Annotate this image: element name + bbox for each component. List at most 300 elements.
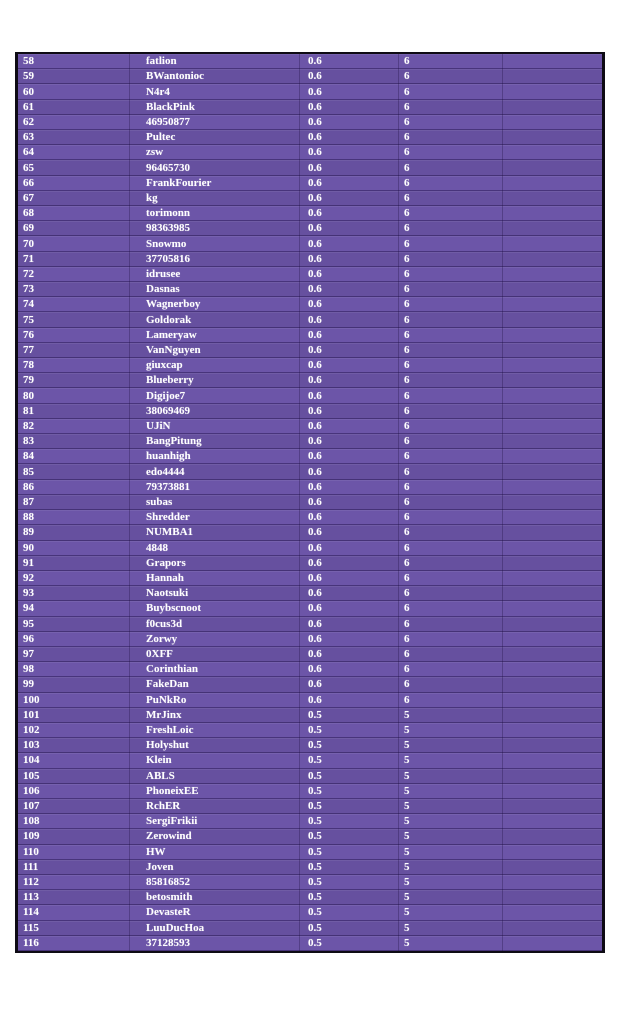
username-cell[interactable]: f0cus3d (130, 617, 300, 632)
empty-cell[interactable] (503, 176, 602, 191)
score-cell[interactable]: 0.6 (300, 571, 399, 586)
rank-cell[interactable]: 90 (18, 541, 130, 556)
score-cell[interactable]: 0.6 (300, 662, 399, 677)
empty-cell[interactable] (503, 267, 602, 282)
count-cell[interactable]: 5 (399, 784, 503, 799)
rank-cell[interactable]: 91 (18, 556, 130, 571)
rank-cell[interactable]: 78 (18, 358, 130, 373)
count-cell[interactable]: 6 (399, 206, 503, 221)
username-cell[interactable]: edo4444 (130, 464, 300, 479)
count-cell[interactable]: 6 (399, 419, 503, 434)
count-cell[interactable]: 6 (399, 267, 503, 282)
count-cell[interactable]: 6 (399, 495, 503, 510)
username-cell[interactable]: giuxcap (130, 358, 300, 373)
count-cell[interactable]: 6 (399, 464, 503, 479)
username-cell[interactable]: 96465730 (130, 160, 300, 175)
count-cell[interactable]: 5 (399, 769, 503, 784)
score-cell[interactable]: 0.6 (300, 601, 399, 616)
score-cell[interactable]: 0.6 (300, 617, 399, 632)
count-cell[interactable]: 6 (399, 677, 503, 692)
rank-cell[interactable]: 68 (18, 206, 130, 221)
rank-cell[interactable]: 81 (18, 404, 130, 419)
username-cell[interactable]: 37705816 (130, 252, 300, 267)
rank-cell[interactable]: 67 (18, 191, 130, 206)
username-cell[interactable]: MrJinx (130, 708, 300, 723)
rank-cell[interactable]: 74 (18, 297, 130, 312)
empty-cell[interactable] (503, 282, 602, 297)
count-cell[interactable]: 6 (399, 358, 503, 373)
empty-cell[interactable] (503, 905, 602, 920)
username-cell[interactable]: Joven (130, 860, 300, 875)
empty-cell[interactable] (503, 601, 602, 616)
score-cell[interactable]: 0.6 (300, 677, 399, 692)
rank-cell[interactable]: 59 (18, 69, 130, 84)
score-cell[interactable]: 0.6 (300, 282, 399, 297)
rank-cell[interactable]: 105 (18, 769, 130, 784)
count-cell[interactable]: 6 (399, 693, 503, 708)
empty-cell[interactable] (503, 221, 602, 236)
username-cell[interactable]: Shredder (130, 510, 300, 525)
username-cell[interactable]: Pultec (130, 130, 300, 145)
empty-cell[interactable] (503, 419, 602, 434)
count-cell[interactable]: 6 (399, 632, 503, 647)
username-cell[interactable]: NUMBA1 (130, 525, 300, 540)
score-cell[interactable]: 0.6 (300, 328, 399, 343)
username-cell[interactable]: Digijoe7 (130, 388, 300, 403)
score-cell[interactable]: 0.5 (300, 875, 399, 890)
score-cell[interactable]: 0.6 (300, 449, 399, 464)
empty-cell[interactable] (503, 921, 602, 936)
count-cell[interactable]: 5 (399, 753, 503, 768)
username-cell[interactable]: Zorwy (130, 632, 300, 647)
empty-cell[interactable] (503, 495, 602, 510)
rank-cell[interactable]: 106 (18, 784, 130, 799)
rank-cell[interactable]: 100 (18, 693, 130, 708)
rank-cell[interactable]: 75 (18, 312, 130, 327)
score-cell[interactable]: 0.5 (300, 845, 399, 860)
empty-cell[interactable] (503, 662, 602, 677)
score-cell[interactable]: 0.6 (300, 404, 399, 419)
count-cell[interactable]: 5 (399, 860, 503, 875)
count-cell[interactable]: 6 (399, 480, 503, 495)
empty-cell[interactable] (503, 890, 602, 905)
empty-cell[interactable] (503, 799, 602, 814)
count-cell[interactable]: 5 (399, 845, 503, 860)
rank-cell[interactable]: 58 (18, 54, 130, 69)
table-row (18, 829, 602, 844)
score-cell[interactable]: 0.6 (300, 130, 399, 145)
rank-cell[interactable]: 101 (18, 708, 130, 723)
count-cell[interactable]: 6 (399, 525, 503, 540)
username-cell[interactable]: idrusee (130, 267, 300, 282)
empty-cell[interactable] (503, 875, 602, 890)
empty-cell[interactable] (503, 328, 602, 343)
rank-cell[interactable]: 63 (18, 130, 130, 145)
empty-cell[interactable] (503, 434, 602, 449)
count-cell[interactable]: 5 (399, 708, 503, 723)
empty-cell[interactable] (503, 145, 602, 160)
count-cell[interactable]: 6 (399, 404, 503, 419)
count-cell[interactable]: 6 (399, 556, 503, 571)
username-cell[interactable]: Grapors (130, 556, 300, 571)
rank-cell[interactable]: 77 (18, 343, 130, 358)
rank-cell[interactable]: 103 (18, 738, 130, 753)
count-cell[interactable]: 6 (399, 449, 503, 464)
empty-cell[interactable] (503, 814, 602, 829)
table-row (18, 419, 602, 434)
username-cell[interactable]: Buybscnoot (130, 601, 300, 616)
table-row (18, 875, 602, 890)
empty-cell[interactable] (503, 358, 602, 373)
username-cell[interactable]: BlackPink (130, 100, 300, 115)
rank-cell[interactable]: 112 (18, 875, 130, 890)
rank-cell[interactable]: 84 (18, 449, 130, 464)
empty-cell[interactable] (503, 677, 602, 692)
count-cell[interactable]: 6 (399, 373, 503, 388)
empty-cell[interactable] (503, 388, 602, 403)
empty-cell[interactable] (503, 829, 602, 844)
empty-cell[interactable] (503, 84, 602, 99)
username-cell[interactable]: PhoneixEE (130, 784, 300, 799)
empty-cell[interactable] (503, 632, 602, 647)
score-cell[interactable]: 0.6 (300, 464, 399, 479)
score-cell[interactable]: 0.5 (300, 799, 399, 814)
count-cell[interactable]: 6 (399, 571, 503, 586)
empty-cell[interactable] (503, 160, 602, 175)
rank-cell[interactable]: 98 (18, 662, 130, 677)
score-cell[interactable]: 0.5 (300, 753, 399, 768)
score-cell[interactable]: 0.5 (300, 708, 399, 723)
table-row (18, 708, 602, 723)
score-cell[interactable]: 0.6 (300, 434, 399, 449)
rank-cell[interactable]: 60 (18, 84, 130, 99)
empty-cell[interactable] (503, 738, 602, 753)
empty-cell[interactable] (503, 297, 602, 312)
count-cell[interactable]: 5 (399, 799, 503, 814)
count-cell[interactable]: 5 (399, 814, 503, 829)
count-cell[interactable]: 5 (399, 936, 503, 951)
rank-cell[interactable]: 111 (18, 860, 130, 875)
count-cell[interactable]: 6 (399, 541, 503, 556)
username-cell[interactable]: Wagnerboy (130, 297, 300, 312)
username-cell[interactable]: kg (130, 191, 300, 206)
rank-cell[interactable]: 94 (18, 601, 130, 616)
username-cell[interactable]: LuuDucHoa (130, 921, 300, 936)
username-cell[interactable]: 46950877 (130, 115, 300, 130)
score-cell[interactable]: 0.5 (300, 769, 399, 784)
count-cell[interactable]: 5 (399, 890, 503, 905)
rank-cell[interactable]: 66 (18, 176, 130, 191)
empty-cell[interactable] (503, 647, 602, 662)
rank-cell[interactable]: 110 (18, 845, 130, 860)
score-cell[interactable]: 0.5 (300, 936, 399, 951)
username-cell[interactable]: 4848 (130, 541, 300, 556)
username-cell[interactable]: FreshLoic (130, 723, 300, 738)
count-cell[interactable]: 6 (399, 282, 503, 297)
username-cell[interactable]: betosmith (130, 890, 300, 905)
username-cell[interactable]: fatlion (130, 54, 300, 69)
username-cell[interactable]: Blueberry (130, 373, 300, 388)
count-cell[interactable]: 6 (399, 586, 503, 601)
score-cell[interactable]: 0.6 (300, 221, 399, 236)
count-cell[interactable]: 6 (399, 510, 503, 525)
empty-cell[interactable] (503, 54, 602, 69)
rank-cell[interactable]: 86 (18, 480, 130, 495)
rank-cell[interactable]: 61 (18, 100, 130, 115)
count-cell[interactable]: 6 (399, 647, 503, 662)
empty-cell[interactable] (503, 860, 602, 875)
username-cell[interactable]: UJiN (130, 419, 300, 434)
count-cell[interactable]: 6 (399, 662, 503, 677)
empty-cell[interactable] (503, 723, 602, 738)
rank-cell[interactable]: 89 (18, 525, 130, 540)
empty-cell[interactable] (503, 312, 602, 327)
score-cell[interactable]: 0.6 (300, 480, 399, 495)
table-row (18, 191, 602, 206)
count-cell[interactable]: 5 (399, 738, 503, 753)
empty-cell[interactable] (503, 510, 602, 525)
empty-cell[interactable] (503, 100, 602, 115)
score-cell[interactable]: 0.6 (300, 206, 399, 221)
count-cell[interactable]: 6 (399, 343, 503, 358)
username-cell[interactable]: Klein (130, 753, 300, 768)
empty-cell[interactable] (503, 343, 602, 358)
rank-cell[interactable]: 109 (18, 829, 130, 844)
rank-cell[interactable]: 70 (18, 236, 130, 251)
rank-cell[interactable]: 79 (18, 373, 130, 388)
rank-cell[interactable]: 64 (18, 145, 130, 160)
empty-cell[interactable] (503, 236, 602, 251)
empty-cell[interactable] (503, 693, 602, 708)
rank-cell[interactable]: 113 (18, 890, 130, 905)
count-cell[interactable]: 6 (399, 145, 503, 160)
rank-cell[interactable]: 114 (18, 905, 130, 920)
empty-cell[interactable] (503, 191, 602, 206)
username-cell[interactable]: FakeDan (130, 677, 300, 692)
score-cell[interactable]: 0.6 (300, 84, 399, 99)
username-cell[interactable]: torimonn (130, 206, 300, 221)
empty-cell[interactable] (503, 845, 602, 860)
count-cell[interactable]: 6 (399, 601, 503, 616)
score-cell[interactable]: 0.6 (300, 160, 399, 175)
username-cell[interactable]: DevasteR (130, 905, 300, 920)
rank-cell[interactable]: 104 (18, 753, 130, 768)
username-cell[interactable]: VanNguyen (130, 343, 300, 358)
score-cell[interactable]: 0.5 (300, 784, 399, 799)
score-cell[interactable]: 0.6 (300, 647, 399, 662)
username-cell[interactable]: Naotsuki (130, 586, 300, 601)
username-cell[interactable]: N4r4 (130, 84, 300, 99)
username-cell[interactable]: BWantonioc (130, 69, 300, 84)
count-cell[interactable]: 5 (399, 905, 503, 920)
empty-cell[interactable] (503, 753, 602, 768)
score-cell[interactable]: 0.5 (300, 723, 399, 738)
rank-cell[interactable]: 115 (18, 921, 130, 936)
score-cell[interactable]: 0.6 (300, 236, 399, 251)
score-cell[interactable]: 0.6 (300, 176, 399, 191)
empty-cell[interactable] (503, 449, 602, 464)
score-cell[interactable]: 0.5 (300, 814, 399, 829)
score-cell[interactable]: 0.6 (300, 69, 399, 84)
rank-cell[interactable]: 65 (18, 160, 130, 175)
rank-cell[interactable]: 83 (18, 434, 130, 449)
rank-cell[interactable]: 107 (18, 799, 130, 814)
empty-cell[interactable] (503, 571, 602, 586)
count-cell[interactable]: 6 (399, 434, 503, 449)
count-cell[interactable]: 6 (399, 176, 503, 191)
score-cell[interactable]: 0.6 (300, 693, 399, 708)
username-cell[interactable]: Lameryaw (130, 328, 300, 343)
score-cell[interactable]: 0.6 (300, 495, 399, 510)
count-cell[interactable]: 6 (399, 130, 503, 145)
empty-cell[interactable] (503, 206, 602, 221)
rank-cell[interactable]: 72 (18, 267, 130, 282)
score-cell[interactable]: 0.5 (300, 890, 399, 905)
username-cell[interactable]: 37128593 (130, 936, 300, 951)
rank-cell[interactable]: 76 (18, 328, 130, 343)
score-cell[interactable]: 0.5 (300, 921, 399, 936)
rank-cell[interactable]: 69 (18, 221, 130, 236)
empty-cell[interactable] (503, 708, 602, 723)
username-cell[interactable]: Goldorak (130, 312, 300, 327)
count-cell[interactable]: 6 (399, 54, 503, 69)
rank-cell[interactable]: 93 (18, 586, 130, 601)
score-cell[interactable]: 0.6 (300, 252, 399, 267)
username-cell[interactable]: 85816852 (130, 875, 300, 890)
empty-cell[interactable] (503, 115, 602, 130)
username-cell[interactable]: Holyshut (130, 738, 300, 753)
rank-cell[interactable]: 102 (18, 723, 130, 738)
score-cell[interactable]: 0.6 (300, 312, 399, 327)
score-cell[interactable]: 0.6 (300, 525, 399, 540)
count-cell[interactable]: 6 (399, 84, 503, 99)
score-cell[interactable]: 0.6 (300, 510, 399, 525)
rank-cell[interactable]: 80 (18, 388, 130, 403)
empty-cell[interactable] (503, 69, 602, 84)
score-cell[interactable]: 0.6 (300, 297, 399, 312)
count-cell[interactable]: 6 (399, 69, 503, 84)
empty-cell[interactable] (503, 586, 602, 601)
rank-cell[interactable]: 95 (18, 617, 130, 632)
count-cell[interactable]: 6 (399, 236, 503, 251)
empty-cell[interactable] (503, 541, 602, 556)
score-cell[interactable]: 0.6 (300, 388, 399, 403)
rank-cell[interactable]: 88 (18, 510, 130, 525)
rank-cell[interactable]: 73 (18, 282, 130, 297)
username-cell[interactable]: Dasnas (130, 282, 300, 297)
count-cell[interactable]: 6 (399, 191, 503, 206)
count-cell[interactable]: 5 (399, 875, 503, 890)
score-cell[interactable]: 0.6 (300, 115, 399, 130)
rank-cell[interactable]: 92 (18, 571, 130, 586)
empty-cell[interactable] (503, 784, 602, 799)
empty-cell[interactable] (503, 617, 602, 632)
rank-cell[interactable]: 87 (18, 495, 130, 510)
username-cell[interactable]: subas (130, 495, 300, 510)
username-cell[interactable]: huanhigh (130, 449, 300, 464)
rank-cell[interactable]: 97 (18, 647, 130, 662)
score-cell[interactable]: 0.6 (300, 191, 399, 206)
empty-cell[interactable] (503, 525, 602, 540)
username-cell[interactable]: RchER (130, 799, 300, 814)
count-cell[interactable]: 5 (399, 921, 503, 936)
username-cell[interactable]: 98363985 (130, 221, 300, 236)
count-cell[interactable]: 6 (399, 115, 503, 130)
score-cell[interactable]: 0.6 (300, 541, 399, 556)
username-cell[interactable]: PuNkRo (130, 693, 300, 708)
username-cell[interactable]: ABLS (130, 769, 300, 784)
username-cell[interactable]: Corinthian (130, 662, 300, 677)
count-cell[interactable]: 6 (399, 100, 503, 115)
count-cell[interactable]: 6 (399, 312, 503, 327)
score-cell[interactable]: 0.6 (300, 373, 399, 388)
score-cell[interactable]: 0.6 (300, 343, 399, 358)
count-cell[interactable]: 6 (399, 221, 503, 236)
score-cell[interactable]: 0.6 (300, 358, 399, 373)
empty-cell[interactable] (503, 404, 602, 419)
username-cell[interactable]: 38069469 (130, 404, 300, 419)
username-cell[interactable]: Snowmo (130, 236, 300, 251)
score-cell[interactable]: 0.5 (300, 860, 399, 875)
username-cell[interactable]: zsw (130, 145, 300, 160)
username-cell[interactable]: BangPitung (130, 434, 300, 449)
rank-cell[interactable]: 85 (18, 464, 130, 479)
username-cell[interactable]: Hannah (130, 571, 300, 586)
score-cell[interactable]: 0.6 (300, 586, 399, 601)
rank-cell[interactable]: 62 (18, 115, 130, 130)
username-cell[interactable]: Zerowind (130, 829, 300, 844)
count-cell[interactable]: 6 (399, 617, 503, 632)
empty-cell[interactable] (503, 936, 602, 951)
empty-cell[interactable] (503, 130, 602, 145)
rank-cell[interactable]: 71 (18, 252, 130, 267)
count-cell[interactable]: 6 (399, 252, 503, 267)
username-cell[interactable]: SergiFrikii (130, 814, 300, 829)
score-cell[interactable]: 0.6 (300, 419, 399, 434)
score-cell[interactable]: 0.6 (300, 145, 399, 160)
score-cell[interactable]: 0.5 (300, 829, 399, 844)
score-cell[interactable]: 0.6 (300, 267, 399, 282)
score-cell[interactable]: 0.6 (300, 632, 399, 647)
empty-cell[interactable] (503, 373, 602, 388)
count-cell[interactable]: 6 (399, 388, 503, 403)
score-cell[interactable]: 0.5 (300, 905, 399, 920)
rank-cell[interactable]: 82 (18, 419, 130, 434)
count-cell[interactable]: 5 (399, 723, 503, 738)
username-cell[interactable]: FrankFourier (130, 176, 300, 191)
score-cell[interactable]: 0.6 (300, 556, 399, 571)
count-cell[interactable]: 6 (399, 160, 503, 175)
empty-cell[interactable] (503, 480, 602, 495)
score-cell[interactable]: 0.5 (300, 738, 399, 753)
count-cell[interactable]: 6 (399, 297, 503, 312)
rank-cell[interactable]: 108 (18, 814, 130, 829)
empty-cell[interactable] (503, 769, 602, 784)
score-cell[interactable]: 0.6 (300, 100, 399, 115)
empty-cell[interactable] (503, 464, 602, 479)
rank-cell[interactable]: 96 (18, 632, 130, 647)
username-cell[interactable]: 0XFF (130, 647, 300, 662)
rank-cell[interactable]: 99 (18, 677, 130, 692)
count-cell[interactable]: 5 (399, 829, 503, 844)
username-cell[interactable]: HW (130, 845, 300, 860)
count-cell[interactable]: 6 (399, 328, 503, 343)
rank-cell[interactable]: 116 (18, 936, 130, 951)
empty-cell[interactable] (503, 556, 602, 571)
empty-cell[interactable] (503, 252, 602, 267)
score-cell[interactable]: 0.6 (300, 54, 399, 69)
username-cell[interactable]: 79373881 (130, 480, 300, 495)
